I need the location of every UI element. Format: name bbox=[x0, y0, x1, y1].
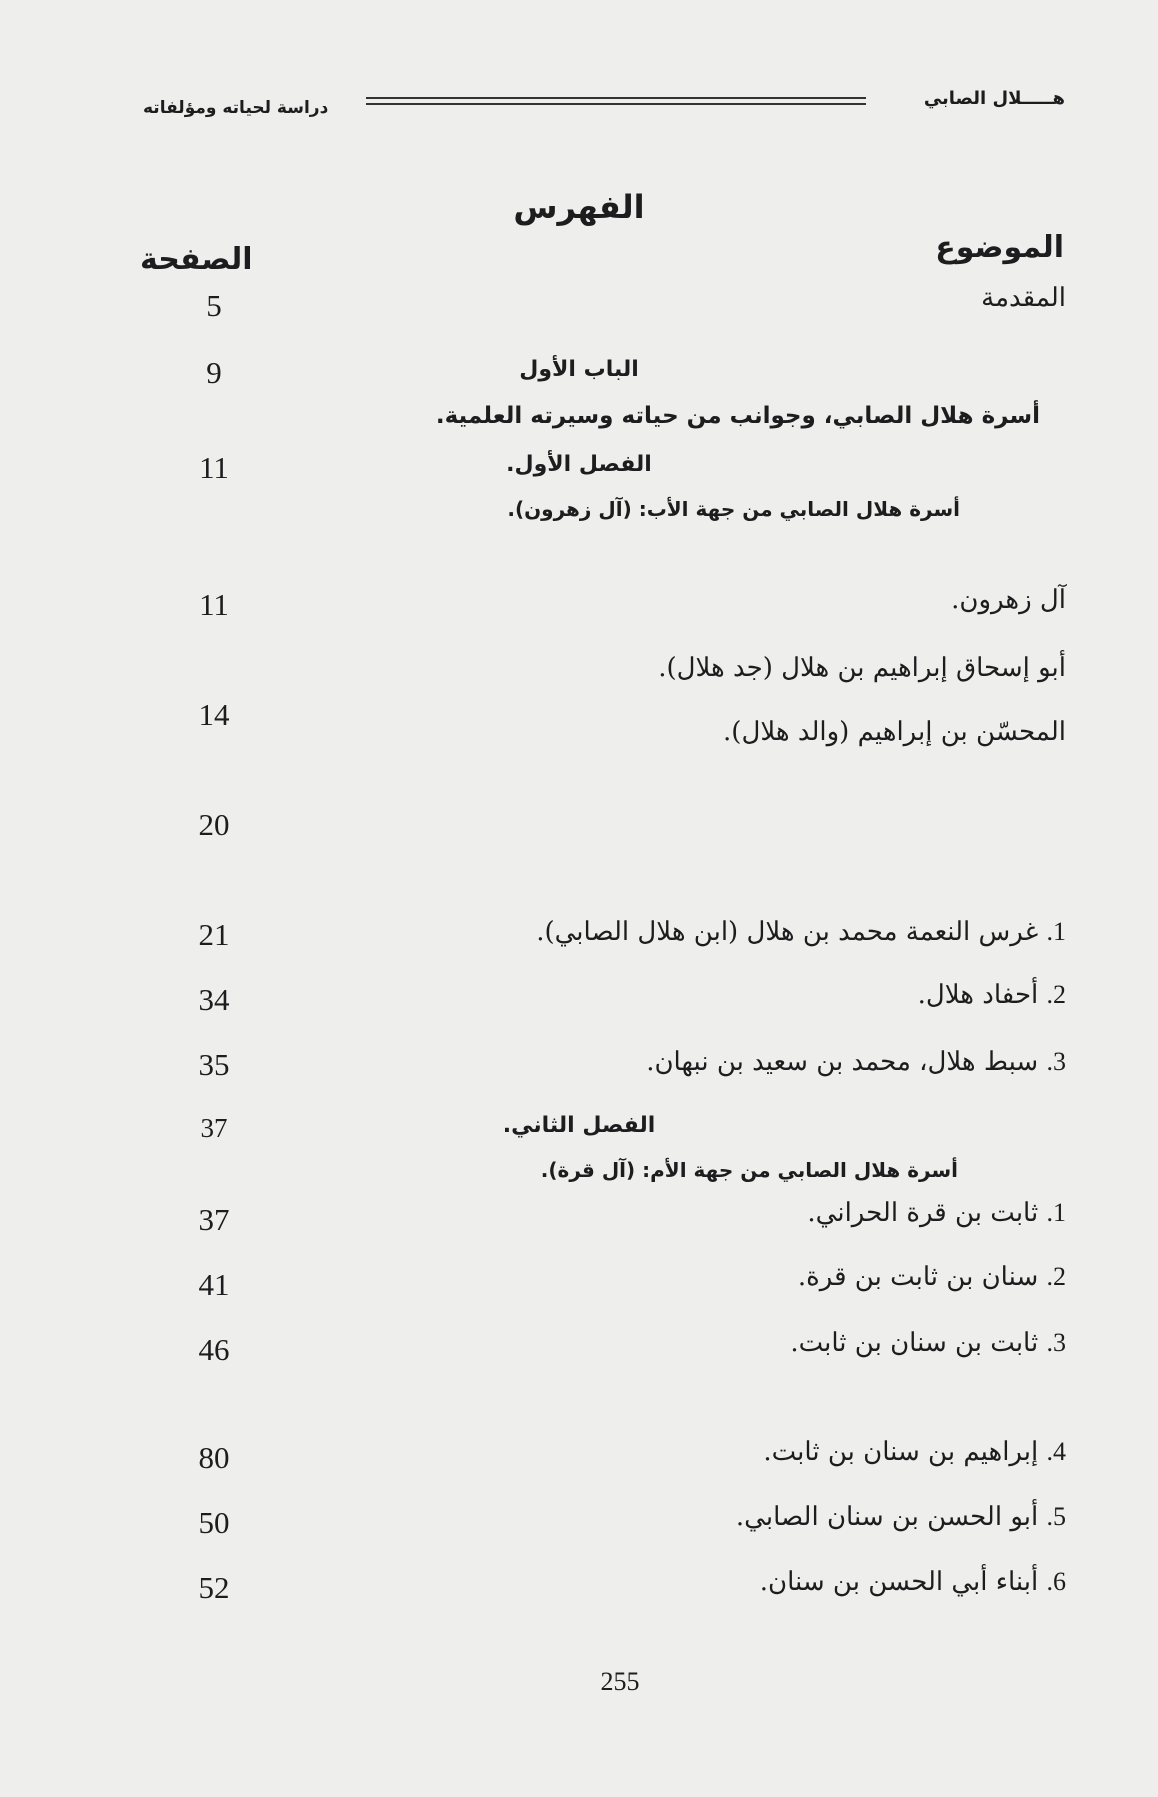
toc-page-intro: 5 bbox=[206, 288, 222, 323]
toc-page-chapter-one: 11 bbox=[199, 450, 229, 485]
entry-label: سبط هلال، محمد بن سعيد بن نبهان. bbox=[646, 1047, 1039, 1077]
toc-entry: أبو إسحاق إبراهيم بن هلال (جد هلال). bbox=[658, 653, 1066, 683]
entry-label: غرس النعمة محمد بن هلال (ابن هلال الصابي). bbox=[536, 917, 1039, 947]
entry-number: 6. bbox=[1046, 1567, 1066, 1596]
toc-page-chapter-two: 37 bbox=[200, 1113, 228, 1143]
toc-page: 21 bbox=[198, 917, 230, 952]
toc-page: 11 bbox=[199, 587, 229, 622]
entry-label: أبناء أبي الحسن بن سنان. bbox=[759, 1567, 1039, 1597]
toc-entry: المحسّن بن إبراهيم (والد هلال). bbox=[723, 717, 1066, 747]
toc-numbered-entry bbox=[646, 1047, 1066, 1077]
toc-page: 41 bbox=[198, 1267, 230, 1302]
toc-numbered-entry bbox=[763, 1437, 1066, 1467]
toc-page: 20 bbox=[198, 807, 230, 842]
running-header-left: دراسة لحياته ومؤلفاته bbox=[143, 98, 329, 118]
entry-label: ثابت بن قرة الحراني. bbox=[807, 1198, 1039, 1228]
chapter-two-heading: الفصل الثاني. bbox=[502, 1113, 656, 1138]
part-one-heading: الباب الأول bbox=[519, 357, 639, 382]
entry-number: 2. bbox=[1046, 980, 1066, 1009]
toc-page: 14 bbox=[198, 697, 230, 732]
column-subject-heading: الموضوع bbox=[935, 230, 1064, 265]
entry-number: 3. bbox=[1046, 1328, 1066, 1357]
toc-numbered-entry bbox=[736, 1502, 1066, 1532]
entry-number: 3. bbox=[1046, 1047, 1066, 1076]
entry-number: 5. bbox=[1046, 1502, 1066, 1531]
toc-page: 37 bbox=[198, 1202, 230, 1237]
column-page-heading: الصفحة bbox=[140, 242, 253, 277]
toc-numbered-entry bbox=[536, 917, 1066, 947]
entry-label: أبو الحسن بن سنان الصابي. bbox=[735, 1502, 1039, 1532]
chapter-one-heading: الفصل الأول. bbox=[506, 452, 652, 477]
toc-numbered-entry bbox=[790, 1328, 1066, 1358]
toc-page: 46 bbox=[198, 1332, 230, 1367]
toc-page: 52 bbox=[198, 1570, 230, 1605]
running-header-right: هـــــلال الصابي bbox=[923, 88, 1065, 109]
page-number: 255 bbox=[600, 1667, 640, 1696]
toc-numbered-entry bbox=[807, 1198, 1066, 1228]
toc-page: 34 bbox=[198, 982, 230, 1017]
index-title: الفهرس bbox=[513, 188, 645, 226]
toc-numbered-entry bbox=[798, 1262, 1066, 1292]
entry-number: 1. bbox=[1046, 1198, 1066, 1227]
toc-page: 35 bbox=[198, 1047, 230, 1082]
entry-label: ثابت بن سنان بن ثابت. bbox=[790, 1328, 1039, 1358]
entry-label: أحفاد هلال. bbox=[917, 980, 1039, 1010]
toc-page: 80 bbox=[198, 1440, 230, 1475]
toc-page-part-one: 9 bbox=[206, 355, 222, 390]
header-rule-bottom bbox=[366, 103, 866, 105]
toc-numbered-entry bbox=[918, 980, 1066, 1010]
entry-label: سنان بن ثابت بن قرة. bbox=[797, 1262, 1039, 1292]
part-one-title: أسرة هلال الصابي، وجوانب من حياته وسيرته العلمية. bbox=[435, 403, 1040, 429]
entry-number: 2. bbox=[1046, 1262, 1066, 1291]
chapter-one-title: أسرة هلال الصابي من جهة الأب: (آل زهرون). bbox=[507, 497, 960, 521]
entry-label: إبراهيم بن سنان بن ثابت. bbox=[763, 1437, 1039, 1467]
toc-entry-intro: المقدمة bbox=[981, 283, 1066, 313]
toc-page: 50 bbox=[198, 1505, 230, 1540]
toc-entry: آل زهرون. bbox=[951, 585, 1066, 615]
toc-numbered-entry bbox=[760, 1567, 1066, 1597]
chapter-two-title: أسرة هلال الصابي من جهة الأم: (آل قرة). bbox=[540, 1158, 958, 1182]
entry-number: 1. bbox=[1046, 917, 1066, 946]
header-rule-top bbox=[366, 97, 866, 99]
entry-number: 4. bbox=[1046, 1437, 1066, 1466]
